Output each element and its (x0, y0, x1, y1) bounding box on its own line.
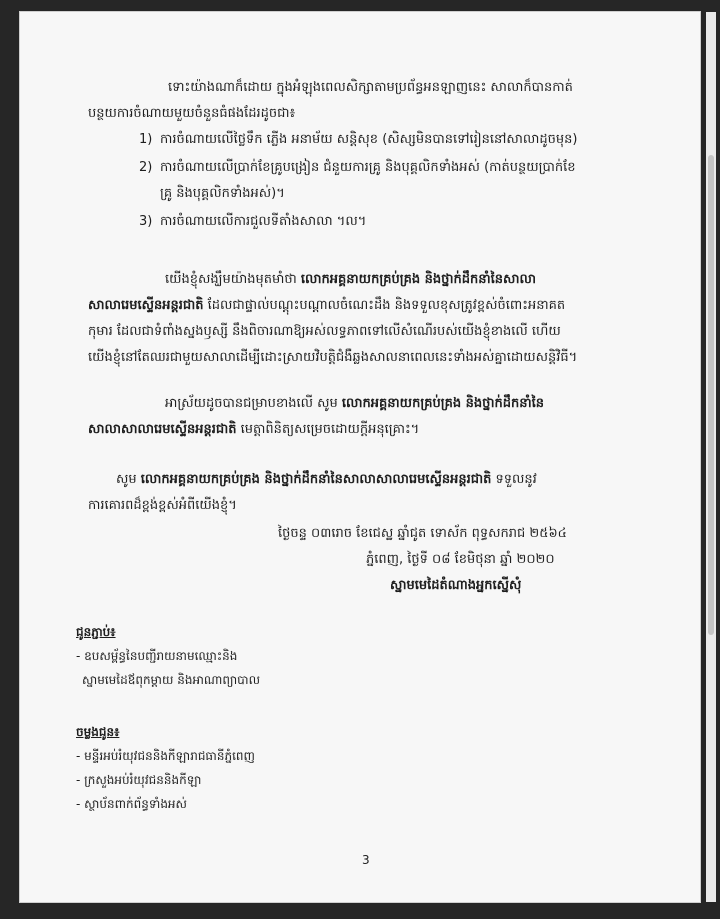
expense-item-2-cont: គ្រូ និងបុគ្គលិកទាំងអស់)។ (160, 186, 285, 201)
attachments-heading: ជូនភ្ជាប់៖ (76, 625, 116, 639)
expense-number: 3) (139, 214, 153, 229)
school-name-emphasis: សាលាសាលារេមស្ទើនអន្តរជាតិ (88, 422, 237, 437)
page-number: 3 (362, 853, 370, 867)
document-page (20, 12, 700, 902)
para4-text: សូម (116, 472, 141, 487)
para2-line-3: កុមារ ដែលជាទំពាំងស្នងឫស្សី នឹងពិចារណាឱ្យអស់លទ្ធភាពទៅលើសំណើរបស់យើងខ្ញុំខាងលើ ហើយ (88, 324, 561, 339)
expense-number: 2) (139, 160, 153, 175)
para2-text: ដែលជាផ្ទាល់បណ្តុះបណ្តាលចំណេះដឹង និងទទួលខុសត្រូវខ្ពស់ចំពោះអនាគត (203, 298, 566, 313)
para3-line-1 (165, 392, 544, 416)
scrollbar-thumb[interactable] (708, 155, 714, 635)
addressee-emphasis: លោកអគ្គនាយកគ្រប់គ្រង និងថ្នាក់ដឹកនាំនៃសាលា (300, 272, 536, 287)
para2-line-4: យើងខ្ញុំនៅតែឈរជាមួយសាលាដើម្បីដោះស្រាយវិបត្តិជំងឺឆ្លងសាលនាពេលនេះទាំងអស់គ្នាដោយសន្តិវិធី។ (88, 350, 578, 365)
para4-line-2: ការគោរពដ៏ខ្ពង់ខ្ពស់អំពីយើងខ្ញុំ។ (88, 498, 237, 513)
para4-line-1 (116, 468, 537, 492)
para4-text: ទទួលនូវ (491, 472, 537, 487)
signature-label: ស្នាមមេដៃតំណាងអ្នកស្នើសុំ (390, 578, 522, 593)
addressee-emphasis: លោកអគ្គនាយកគ្រប់គ្រង និងថ្នាក់ដឹកនាំនៃសាលាសាលារេមស្ទើនអន្តរជាតិ (140, 472, 492, 487)
para3-text: អាស្រ័យដូចបានជម្រាបខាងលើ សូម (165, 396, 342, 411)
intro-line-2: បន្ថយការចំណាយមួយចំនួនធំផងដែរដូចជា៖ (88, 106, 296, 121)
para3-line-2 (88, 418, 419, 442)
attachment-item: - ឧបសម្ព័ន្ធនៃបញ្ជីរាយនាមឈ្មោះនិង (76, 649, 238, 663)
expense-item-3: ការចំណាយលើការជួលទីតាំងសាលា ។ល។ (160, 214, 367, 229)
intro-line-1: ទោះយ៉ាងណាក៏ដោយ ក្នុងអំឡុងពេលសិក្សាតាមប្រព័ន្ធអនឡាញនេះ សាលាក៏បានកាត់ (168, 80, 573, 95)
para2-text: យើងខ្ញុំសង្ឃឹមយ៉ាងមុតមាំថា (165, 272, 301, 287)
copy-recipient: - ក្រសួងអប់រំយុវជននិងកីឡា (76, 773, 202, 787)
school-name-emphasis: សាលារេមស្ទើនអន្តរជាតិ (88, 298, 204, 313)
expense-number: 1) (139, 132, 153, 147)
copies-heading: ចម្លងជូន៖ (76, 725, 120, 739)
expense-item-2: ការចំណាយលើប្រាក់ខែគ្រូបង្រៀន ជំនួយការគ្រូ និងបុគ្គលិកទាំងអស់ (កាត់បន្ថយប្រាក់ខែ (160, 160, 576, 175)
lunar-date: ថ្ងៃចន្ទ ០៣រោច ខែជេស្ឋ ឆ្នាំជូត ទោស័ក ពុទ្ធសករាជ ២៥៦៤ (278, 526, 567, 541)
addressee-emphasis: លោកអគ្គនាយកគ្រប់គ្រង និងថ្នាក់ដឹកនាំនៃ (341, 396, 544, 411)
para2-line-1 (165, 268, 536, 292)
solar-date: ភ្នំពេញ, ថ្ងៃទី ០៨ ខែមិថុនា ឆ្នាំ ២០២០ (366, 552, 555, 567)
para2-line-2 (88, 294, 565, 318)
attachment-item: ស្នាមមេដៃឪពុកម្តាយ និងអាណាព្យាបាល (82, 673, 261, 687)
para3-text: មេត្តាពិនិត្យសម្រេចដោយក្តីអនុគ្រោះ។ (236, 422, 420, 437)
copy-recipient: - ស្ថាប័នពាក់ព័ន្ធទាំងអស់ (76, 797, 187, 811)
expense-item-1: ការចំណាយលើថ្លៃទឹក ភ្លើង អនាម័យ សន្តិសុខ (សិស្សមិនបានទៅរៀននៅសាលាដូចមុន) (160, 132, 578, 147)
copy-recipient: - មន្ទីរអប់រំយុវជននិងកីឡារាជធានីភ្នំពេញ (76, 749, 255, 763)
